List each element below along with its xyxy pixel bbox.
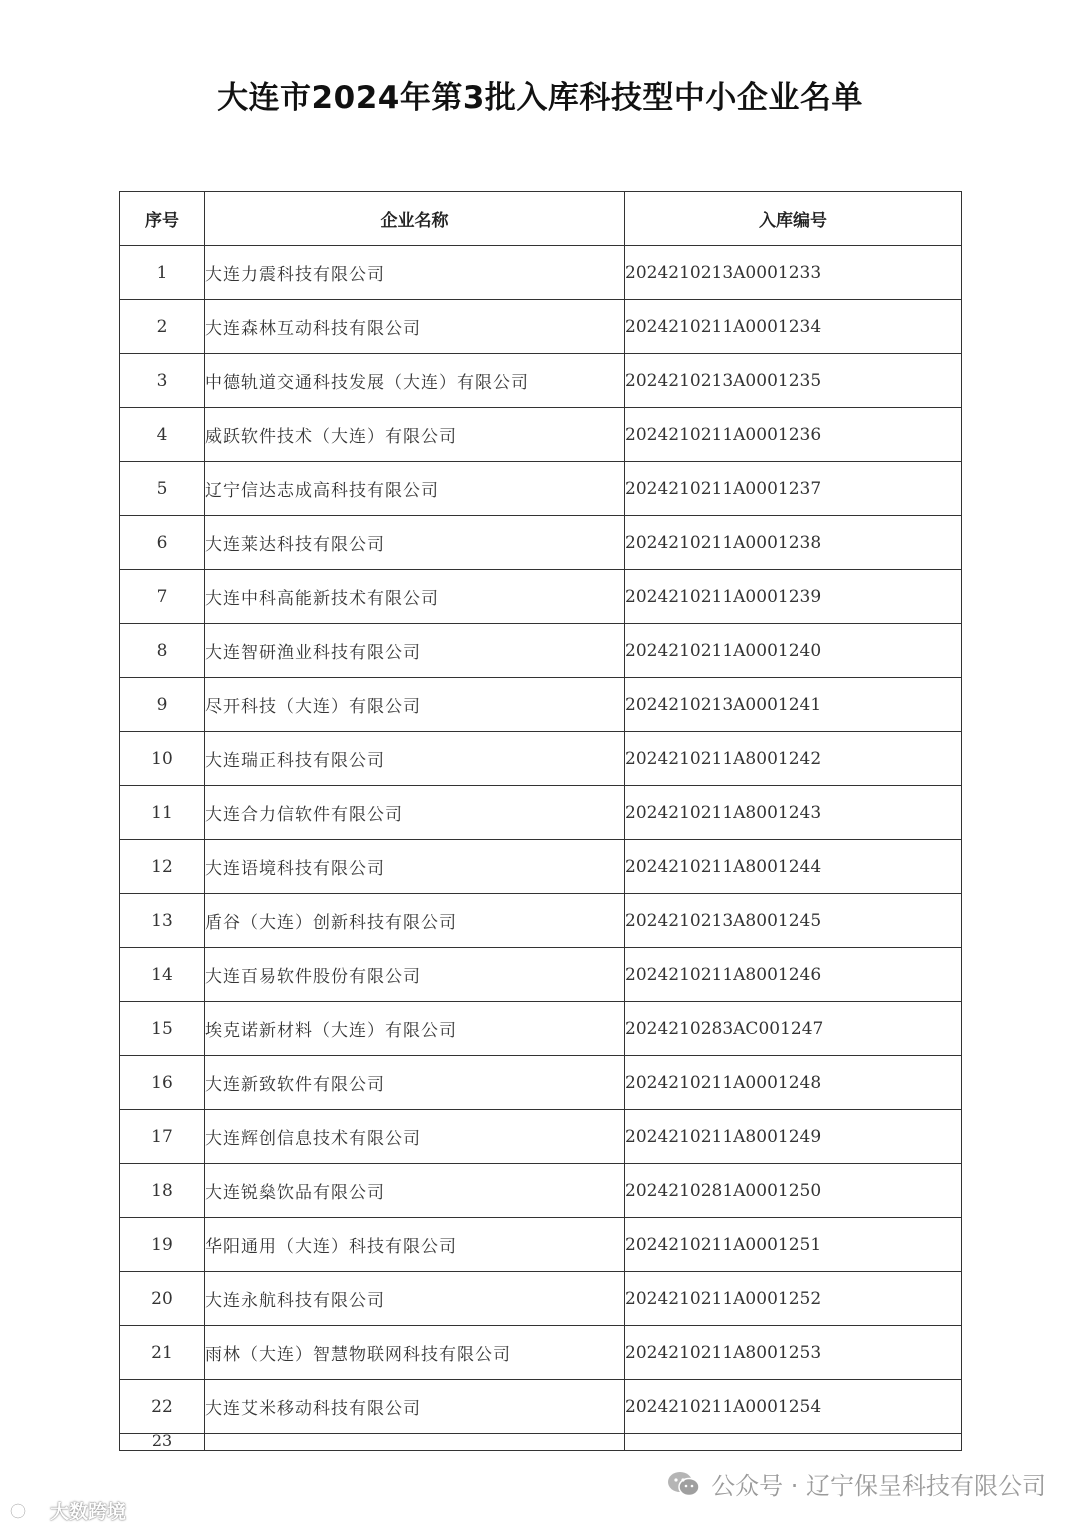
table-row [120,300,962,354]
table-row [120,1326,962,1380]
table-row [120,894,962,948]
row-enterprise-name: 大连永航科技有限公司 [205,1272,625,1326]
brand-watermark-text: 大数跨境 [50,1501,127,1523]
row-enterprise-name: 大连力震科技有限公司 [205,246,625,300]
wechat-icon [667,1471,701,1497]
table-row [120,570,962,624]
row-registry-code: 2024210283AC001247 [625,1002,962,1056]
row-registry-code: 2024210211A0001254 [625,1380,962,1434]
row-registry-code: 2024210211A8001249 [625,1110,962,1164]
row-seq: 8 [120,624,205,678]
row-enterprise-name: 华阳通用（大连）科技有限公司 [205,1218,625,1272]
enterprise-table [119,191,962,1451]
row-seq: 7 [120,570,205,624]
row-registry-code: 2024210211A0001236 [625,408,962,462]
page-title: 大连市2024年第3批入库科技型中小企业名单 [217,80,863,116]
table-row [120,1218,962,1272]
row-enterprise-name: 大连锐燊饮品有限公司 [205,1164,625,1218]
row-enterprise-name [205,1434,625,1451]
row-registry-code: 2024210211A0001240 [625,624,962,678]
table-row [120,1110,962,1164]
row-registry-code: 2024210211A0001248 [625,1056,962,1110]
row-registry-code: 2024210211A0001234 [625,300,962,354]
row-registry-code: 2024210213A0001241 [625,678,962,732]
row-registry-code: 2024210211A0001239 [625,570,962,624]
row-registry-code: 2024210211A0001237 [625,462,962,516]
table-row [120,1056,962,1110]
row-registry-code: 2024210211A8001246 [625,948,962,1002]
table-row-partial [120,1434,962,1451]
row-seq: 15 [120,1002,205,1056]
row-seq: 17 [120,1110,205,1164]
table-row [120,1380,962,1434]
row-seq: 20 [120,1272,205,1326]
table-row [120,246,962,300]
row-registry-code: 2024210281A0001250 [625,1164,962,1218]
row-registry-code: 2024210211A8001253 [625,1326,962,1380]
row-enterprise-name: 尽开科技（大连）有限公司 [205,678,625,732]
row-seq: 16 [120,1056,205,1110]
table-row [120,462,962,516]
row-enterprise-name: 大连语境科技有限公司 [205,840,625,894]
wechat-watermark [667,1466,1046,1501]
table-header-row [120,192,962,246]
row-enterprise-name: 埃克诺新材料（大连）有限公司 [205,1002,625,1056]
row-enterprise-name: 大连瑞正科技有限公司 [205,732,625,786]
row-registry-code: 2024210211A0001251 [625,1218,962,1272]
row-enterprise-name: 大连森林互动科技有限公司 [205,300,625,354]
row-seq: 4 [120,408,205,462]
row-enterprise-name: 盾谷（大连）创新科技有限公司 [205,894,625,948]
row-seq: 14 [120,948,205,1002]
row-enterprise-name: 雨林（大连）智慧物联网科技有限公司 [205,1326,625,1380]
table-row [120,354,962,408]
table-row [120,1164,962,1218]
row-registry-code: 2024210211A8001243 [625,786,962,840]
row-seq: 12 [120,840,205,894]
header-seq: 序号 [120,192,205,246]
row-seq: 5 [120,462,205,516]
row-seq: 11 [120,786,205,840]
row-enterprise-name: 辽宁信达志成高科技有限公司 [205,462,625,516]
row-enterprise-name: 大连智研渔业科技有限公司 [205,624,625,678]
table-row [120,516,962,570]
row-seq: 6 [120,516,205,570]
brand-watermark [10,1497,126,1524]
row-enterprise-name: 大连新致软件有限公司 [205,1056,625,1110]
row-registry-code: 2024210213A8001245 [625,894,962,948]
row-seq: 1 [120,246,205,300]
wechat-watermark-text: 公众号 · 辽宁保呈科技有限公司 [711,1472,1046,1500]
table-row [120,840,962,894]
row-registry-code: 2024210211A8001244 [625,840,962,894]
row-seq: 21 [120,1326,205,1380]
table-row [120,624,962,678]
table-body [120,246,962,1451]
table-row [120,948,962,1002]
row-seq: 19 [120,1218,205,1272]
header-code: 入库编号 [625,192,962,246]
row-enterprise-name: 中德轨道交通科技发展（大连）有限公司 [205,354,625,408]
table-row [120,678,962,732]
row-seq: 22 [120,1380,205,1434]
table-row [120,1002,962,1056]
row-registry-code: 2024210211A0001238 [625,516,962,570]
row-enterprise-name: 大连合力信软件有限公司 [205,786,625,840]
row-enterprise-name: 大连百易软件股份有限公司 [205,948,625,1002]
table-row [120,732,962,786]
row-registry-code: 2024210213A0001235 [625,354,962,408]
row-registry-code: 2024210211A8001242 [625,732,962,786]
row-enterprise-name: 威跃软件技术（大连）有限公司 [205,408,625,462]
row-seq: 9 [120,678,205,732]
table-row [120,1272,962,1326]
row-seq: 3 [120,354,205,408]
row-registry-code: 2024210213A0001233 [625,246,962,300]
row-registry-code [625,1434,962,1451]
row-enterprise-name: 大连艾米移动科技有限公司 [205,1380,625,1434]
row-enterprise-name: 大连辉创信息技术有限公司 [205,1110,625,1164]
row-seq: 2 [120,300,205,354]
header-name: 企业名称 [205,192,625,246]
row-seq: 18 [120,1164,205,1218]
row-enterprise-name: 大连莱达科技有限公司 [205,516,625,570]
table-row [120,408,962,462]
table-row [120,786,962,840]
row-seq: 23 [120,1434,205,1451]
row-seq: 10 [120,732,205,786]
row-seq: 13 [120,894,205,948]
row-enterprise-name: 大连中科高能新技术有限公司 [205,570,625,624]
brand-logo-icon [10,1501,44,1521]
row-registry-code: 2024210211A0001252 [625,1272,962,1326]
